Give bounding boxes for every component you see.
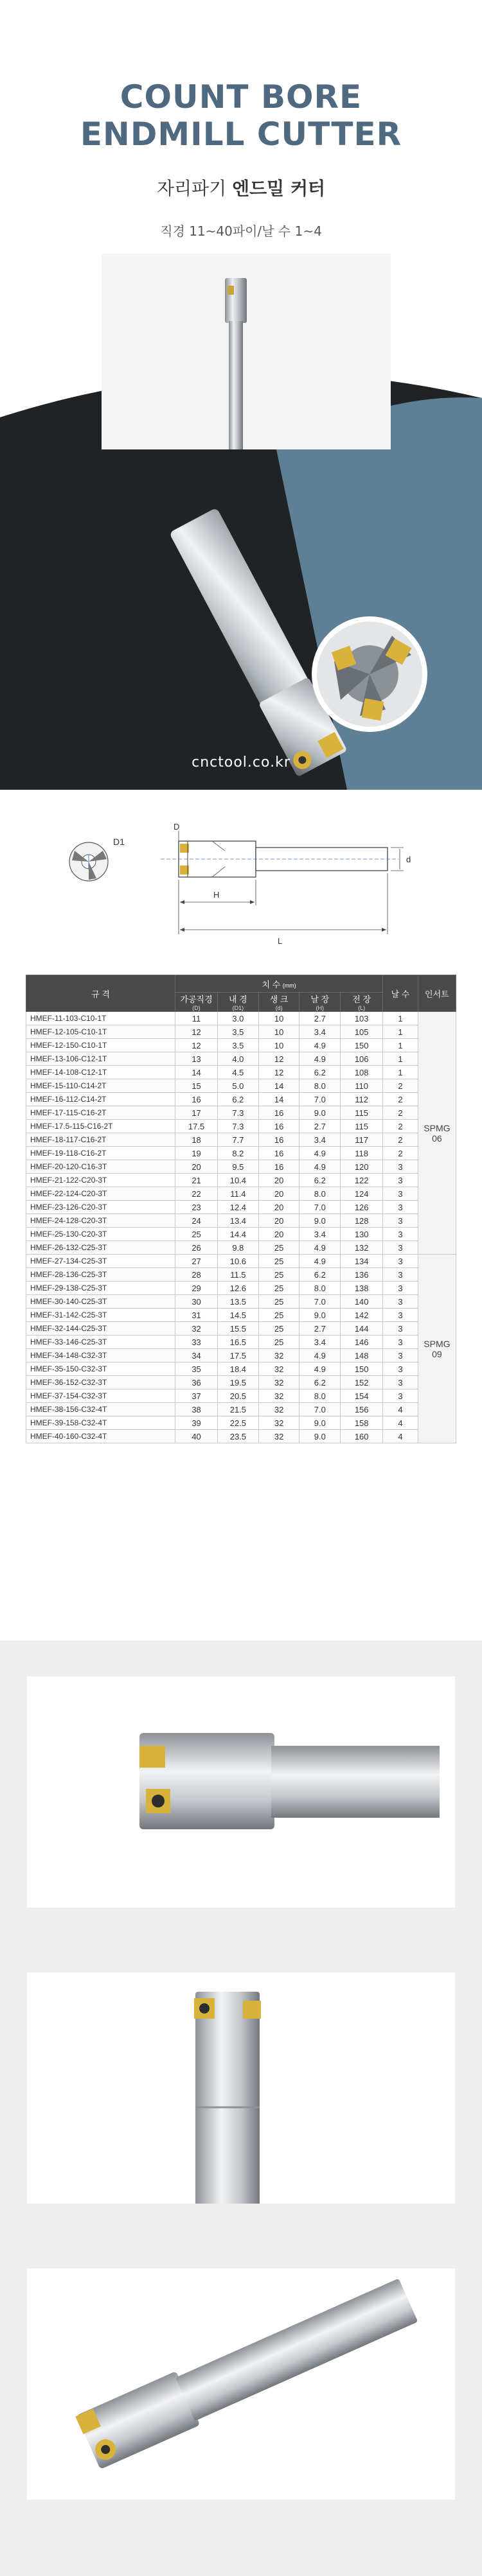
model-cell: HMEF-25-130-C20-3T <box>26 1228 175 1241</box>
col-header-H: 날 장 (H) <box>299 993 341 1012</box>
value-cell: 16 <box>175 1093 218 1106</box>
endmill-vertical-image <box>102 254 391 449</box>
value-cell: 3.4 <box>299 1228 341 1241</box>
value-cell: 1 <box>383 1052 418 1066</box>
value-cell: 20 <box>258 1174 299 1187</box>
value-cell: 9.8 <box>218 1241 259 1255</box>
table-row <box>26 1362 456 1376</box>
photo-gallery <box>0 1640 482 2576</box>
model-cell: HMEF-34-148-C32-3T <box>26 1349 175 1362</box>
value-cell: 106 <box>341 1052 383 1066</box>
value-cell: 31 <box>175 1309 218 1322</box>
value-cell: 110 <box>341 1079 383 1093</box>
value-cell: 16 <box>258 1160 299 1174</box>
value-cell: 12 <box>258 1066 299 1079</box>
value-cell: 3 <box>383 1336 418 1349</box>
table-row <box>26 1376 456 1389</box>
model-cell: HMEF-14-108-C12-1T <box>26 1066 175 1079</box>
group-header: 치 수 (mm) <box>175 975 383 993</box>
value-cell: 12 <box>175 1039 218 1052</box>
value-cell: 25 <box>258 1282 299 1295</box>
value-cell: 3 <box>383 1241 418 1255</box>
table-row <box>26 1416 456 1430</box>
value-cell: 7.3 <box>218 1120 259 1133</box>
value-cell: 22 <box>175 1187 218 1201</box>
value-cell: 32 <box>175 1322 218 1336</box>
value-cell: 18.4 <box>218 1362 259 1376</box>
value-cell: 4.9 <box>299 1255 341 1268</box>
value-cell: 10 <box>258 1039 299 1052</box>
value-cell: 7.0 <box>299 1093 341 1106</box>
col-header-D1: 내 경 (D1) <box>218 993 259 1012</box>
table-row <box>26 1039 456 1052</box>
value-cell: 134 <box>341 1255 383 1268</box>
value-cell: 7.0 <box>299 1201 341 1214</box>
value-cell: 8.2 <box>218 1147 259 1160</box>
value-cell: 37 <box>175 1389 218 1403</box>
model-cell: HMEF-39-158-C32-4T <box>26 1416 175 1430</box>
value-cell: 130 <box>341 1228 383 1241</box>
col-header-L: 전 장 (L) <box>341 993 383 1012</box>
value-cell: 2 <box>383 1093 418 1106</box>
value-cell: 17.5 <box>218 1349 259 1362</box>
value-cell: 10.4 <box>218 1174 259 1187</box>
col-header-D: 가공직경 (D) <box>175 993 218 1012</box>
value-cell: 19 <box>175 1147 218 1160</box>
model-cell: HMEF-40-160-C32-4T <box>26 1430 175 1443</box>
value-cell: 25 <box>258 1295 299 1309</box>
model-cell: HMEF-12-105-C10-1T <box>26 1025 175 1039</box>
model-cell: HMEF-17-115-C16-2T <box>26 1106 175 1120</box>
value-cell: 7.3 <box>218 1106 259 1120</box>
value-cell: 6.2 <box>299 1174 341 1187</box>
value-cell: 23.5 <box>218 1430 259 1443</box>
value-cell: 30 <box>175 1295 218 1309</box>
page-title <box>0 78 482 153</box>
value-cell: 152 <box>341 1376 383 1389</box>
value-cell: 32 <box>258 1362 299 1376</box>
subtitle <box>0 175 482 200</box>
subtitle-korean: 자리파기 <box>156 178 233 199</box>
value-cell: 12.4 <box>218 1201 259 1214</box>
value-cell: 13.4 <box>218 1214 259 1228</box>
hero-section <box>0 0 482 790</box>
value-cell: 4 <box>383 1430 418 1443</box>
value-cell: 3.4 <box>299 1025 341 1039</box>
col-header-model: 규 격 <box>26 975 175 1012</box>
value-cell: 14 <box>175 1066 218 1079</box>
value-cell: 29 <box>175 1282 218 1295</box>
value-cell: 7.0 <box>299 1295 341 1309</box>
subtitle-bold: 엔드밀 커터 <box>232 178 326 199</box>
value-cell: 2 <box>383 1079 418 1093</box>
value-cell: 120 <box>341 1160 383 1174</box>
value-cell: 138 <box>341 1282 383 1295</box>
table-row <box>26 1093 456 1106</box>
value-cell: 7.7 <box>218 1133 259 1147</box>
model-cell: HMEF-24-128-C20-3T <box>26 1214 175 1228</box>
insert-closeup <box>312 616 427 732</box>
value-cell: 103 <box>341 1012 383 1025</box>
value-cell: 10 <box>258 1025 299 1039</box>
col-header-insert: 인서트 <box>418 975 456 1012</box>
value-cell: 4 <box>383 1403 418 1416</box>
value-cell: 3.5 <box>218 1025 259 1039</box>
value-cell: 20 <box>175 1160 218 1174</box>
value-cell: 16 <box>258 1147 299 1160</box>
value-cell: 3.4 <box>299 1336 341 1349</box>
website-url: cnctool.co.kr <box>192 754 290 770</box>
value-cell: 10.6 <box>218 1255 259 1268</box>
value-cell: 40 <box>175 1430 218 1443</box>
value-cell: 3 <box>383 1376 418 1389</box>
model-cell: HMEF-30-140-C25-3T <box>26 1295 175 1309</box>
model-cell: HMEF-16-112-C14-2T <box>26 1093 175 1106</box>
value-cell: 13 <box>175 1052 218 1066</box>
value-cell: 150 <box>341 1039 383 1052</box>
product-photo-top <box>102 254 391 449</box>
value-cell: 22.5 <box>218 1416 259 1430</box>
value-cell: 15.5 <box>218 1322 259 1336</box>
value-cell: 112 <box>341 1093 383 1106</box>
table-row <box>26 1066 456 1079</box>
value-cell: 16 <box>258 1106 299 1120</box>
value-cell: 4.9 <box>299 1160 341 1174</box>
value-cell: 3 <box>383 1214 418 1228</box>
model-cell: HMEF-20-120-C16-3T <box>26 1160 175 1174</box>
table-row <box>26 1201 456 1214</box>
value-cell: 25 <box>258 1241 299 1255</box>
table-row <box>26 1147 456 1160</box>
label-d: D <box>174 822 180 831</box>
value-cell: 32 <box>258 1349 299 1362</box>
model-cell: HMEF-26-132-C25-3T <box>26 1241 175 1255</box>
model-cell: HMEF-23-126-C20-3T <box>26 1201 175 1214</box>
table-row <box>26 1403 456 1416</box>
value-cell: 144 <box>341 1322 383 1336</box>
value-cell: 20 <box>258 1214 299 1228</box>
label-h: H <box>213 890 220 900</box>
value-cell: 4.5 <box>218 1066 259 1079</box>
value-cell: 20 <box>258 1187 299 1201</box>
table-row <box>26 1174 456 1187</box>
model-cell: HMEF-11-103-C10-1T <box>26 1012 175 1025</box>
value-cell: 20 <box>258 1201 299 1214</box>
value-cell: 105 <box>341 1025 383 1039</box>
table-row <box>26 1025 456 1039</box>
value-cell: 4.9 <box>299 1147 341 1160</box>
value-cell: 2 <box>383 1106 418 1120</box>
value-cell: 11 <box>175 1012 218 1025</box>
value-cell: 136 <box>341 1268 383 1282</box>
table-row <box>26 1228 456 1241</box>
value-cell: 34 <box>175 1349 218 1362</box>
value-cell: 4 <box>383 1416 418 1430</box>
table-row <box>26 1309 456 1322</box>
model-cell: HMEF-13-106-C12-1T <box>26 1052 175 1066</box>
value-cell: 33 <box>175 1336 218 1349</box>
table-row <box>26 1349 456 1362</box>
value-cell: 14.5 <box>218 1309 259 1322</box>
value-cell: 21.5 <box>218 1403 259 1416</box>
value-cell: 148 <box>341 1349 383 1362</box>
value-cell: 9.0 <box>299 1309 341 1322</box>
table-row <box>26 1241 456 1255</box>
value-cell: 38 <box>175 1403 218 1416</box>
value-cell: 32 <box>258 1430 299 1443</box>
table-row <box>26 1079 456 1093</box>
table-row <box>26 1187 456 1201</box>
value-cell: 9.5 <box>218 1160 259 1174</box>
value-cell: 8.0 <box>299 1282 341 1295</box>
value-cell: 124 <box>341 1187 383 1201</box>
title-line-2: ENDMILL CUTTER <box>80 116 402 153</box>
model-cell: HMEF-12-150-C10-1T <box>26 1039 175 1052</box>
spec-table <box>26 975 456 1443</box>
value-cell: 14.4 <box>218 1228 259 1241</box>
value-cell: 32 <box>258 1389 299 1403</box>
value-cell: 12 <box>175 1025 218 1039</box>
table-row <box>26 1268 456 1282</box>
value-cell: 20 <box>258 1228 299 1241</box>
value-cell: 2.7 <box>299 1322 341 1336</box>
insert-cell <box>418 1255 456 1443</box>
value-cell: 18 <box>175 1133 218 1147</box>
value-cell: 3 <box>383 1255 418 1268</box>
endmill-diagonal-image <box>0 449 482 790</box>
col-header-flutes: 날 수 <box>383 975 418 1012</box>
value-cell: 140 <box>341 1295 383 1309</box>
value-cell: 11.4 <box>218 1187 259 1201</box>
value-cell: 156 <box>341 1403 383 1416</box>
model-cell: HMEF-19-118-C16-2T <box>26 1147 175 1160</box>
value-cell: 1 <box>383 1066 418 1079</box>
value-cell: 8.0 <box>299 1187 341 1201</box>
table-row <box>26 1120 456 1133</box>
value-cell: 2.7 <box>299 1120 341 1133</box>
value-cell: 3 <box>383 1160 418 1174</box>
value-cell: 146 <box>341 1336 383 1349</box>
model-cell: HMEF-35-150-C32-3T <box>26 1362 175 1376</box>
table-row <box>26 1389 456 1403</box>
spec-table-wrap <box>26 975 456 1443</box>
value-cell: 3.4 <box>299 1133 341 1147</box>
table-row <box>26 1322 456 1336</box>
model-cell: HMEF-32-144-C25-3T <box>26 1322 175 1336</box>
value-cell: 39 <box>175 1416 218 1430</box>
value-cell: 126 <box>341 1201 383 1214</box>
value-cell: 9.0 <box>299 1416 341 1430</box>
value-cell: 4.9 <box>299 1362 341 1376</box>
value-cell: 3 <box>383 1349 418 1362</box>
insert-label-line-2: 06 <box>432 1133 442 1144</box>
value-cell: 2 <box>383 1120 418 1133</box>
value-cell: 117 <box>341 1133 383 1147</box>
insert-label-line-2: 09 <box>432 1348 442 1359</box>
value-cell: 14 <box>258 1079 299 1093</box>
value-cell: 6.2 <box>299 1376 341 1389</box>
value-cell: 23 <box>175 1201 218 1214</box>
value-cell: 19.5 <box>218 1376 259 1389</box>
value-cell: 32 <box>258 1416 299 1430</box>
value-cell: 122 <box>341 1174 383 1187</box>
value-cell: 7.0 <box>299 1403 341 1416</box>
value-cell: 3.0 <box>218 1012 259 1025</box>
value-cell: 132 <box>341 1241 383 1255</box>
model-cell: HMEF-15-110-C14-2T <box>26 1079 175 1093</box>
value-cell: 16.5 <box>218 1336 259 1349</box>
value-cell: 21 <box>175 1174 218 1187</box>
table-row <box>26 1282 456 1295</box>
model-cell: HMEF-28-136-C25-3T <box>26 1268 175 1282</box>
value-cell: 118 <box>341 1147 383 1160</box>
value-cell: 2 <box>383 1133 418 1147</box>
value-cell: 10 <box>258 1012 299 1025</box>
value-cell: 8.0 <box>299 1079 341 1093</box>
insert-label-line-1: SPMG <box>424 1338 451 1349</box>
label-l: L <box>278 936 283 946</box>
value-cell: 17.5 <box>175 1120 218 1133</box>
side-view <box>161 841 398 877</box>
value-cell: 3.5 <box>218 1039 259 1052</box>
model-cell: HMEF-21-122-C20-3T <box>26 1174 175 1187</box>
value-cell: 25 <box>258 1255 299 1268</box>
table-row <box>26 1214 456 1228</box>
model-cell: HMEF-33-146-C25-3T <box>26 1336 175 1349</box>
value-cell: 3 <box>383 1187 418 1201</box>
value-cell: 25 <box>258 1336 299 1349</box>
value-cell: 9.0 <box>299 1106 341 1120</box>
value-cell: 3 <box>383 1282 418 1295</box>
value-cell: 3 <box>383 1174 418 1187</box>
value-cell: 3 <box>383 1322 418 1336</box>
gallery-photo-1 <box>27 1676 455 1908</box>
model-cell: HMEF-18-117-C16-2T <box>26 1133 175 1147</box>
value-cell: 9.0 <box>299 1430 341 1443</box>
value-cell: 3 <box>383 1268 418 1282</box>
value-cell: 32 <box>258 1376 299 1389</box>
value-cell: 3 <box>383 1309 418 1322</box>
value-cell: 28 <box>175 1268 218 1282</box>
value-cell: 154 <box>341 1389 383 1403</box>
value-cell: 16 <box>258 1120 299 1133</box>
end-view <box>69 842 108 881</box>
value-cell: 25 <box>258 1268 299 1282</box>
value-cell: 3 <box>383 1362 418 1376</box>
model-cell: HMEF-38-156-C32-4T <box>26 1403 175 1416</box>
value-cell: 128 <box>341 1214 383 1228</box>
table-row <box>26 1430 456 1443</box>
table-row <box>26 1133 456 1147</box>
col-header-shank: 생 크 (d) <box>258 993 299 1012</box>
value-cell: 1 <box>383 1039 418 1052</box>
insert-label-line-1: SPMG <box>424 1122 451 1133</box>
value-cell: 26 <box>175 1241 218 1255</box>
value-cell: 13.5 <box>218 1295 259 1309</box>
value-cell: 5.0 <box>218 1079 259 1093</box>
value-cell: 14 <box>258 1093 299 1106</box>
value-cell: 3 <box>383 1295 418 1309</box>
value-cell: 8.0 <box>299 1389 341 1403</box>
value-cell: 4.9 <box>299 1052 341 1066</box>
value-cell: 15 <box>175 1079 218 1093</box>
value-cell: 158 <box>341 1416 383 1430</box>
value-cell: 142 <box>341 1309 383 1322</box>
value-cell: 36 <box>175 1376 218 1389</box>
table-row <box>26 1012 456 1025</box>
value-cell: 25 <box>258 1309 299 1322</box>
model-cell: HMEF-36-152-C32-3T <box>26 1376 175 1389</box>
value-cell: 108 <box>341 1066 383 1079</box>
model-cell: HMEF-22-124-C20-3T <box>26 1187 175 1201</box>
value-cell: 12 <box>258 1052 299 1066</box>
value-cell: 9.0 <box>299 1214 341 1228</box>
value-cell: 20.5 <box>218 1389 259 1403</box>
value-cell: 3 <box>383 1228 418 1241</box>
table-row <box>26 1160 456 1174</box>
label-shank-d: d <box>406 855 411 864</box>
value-cell: 32 <box>258 1403 299 1416</box>
value-cell: 4.9 <box>299 1039 341 1052</box>
value-cell: 17 <box>175 1106 218 1120</box>
value-cell: 1 <box>383 1012 418 1025</box>
title-line-1: COUNT BORE <box>120 78 362 116</box>
table-row <box>26 1255 456 1268</box>
value-cell: 25 <box>175 1228 218 1241</box>
table-row <box>26 1295 456 1309</box>
value-cell: 16 <box>258 1133 299 1147</box>
gallery-photo-3 <box>27 2268 455 2500</box>
model-cell: HMEF-37-154-C32-3T <box>26 1389 175 1403</box>
dimension-diagram <box>51 822 431 957</box>
value-cell: 2 <box>383 1147 418 1160</box>
spec-table-body <box>26 1012 456 1443</box>
model-cell: HMEF-29-138-C25-3T <box>26 1282 175 1295</box>
spec-line: 직경 11~40파이/날 수 1~4 <box>160 223 322 239</box>
value-cell: 35 <box>175 1362 218 1376</box>
value-cell: 11.5 <box>218 1268 259 1282</box>
value-cell: 2.7 <box>299 1012 341 1025</box>
value-cell: 6.2 <box>299 1268 341 1282</box>
value-cell: 1 <box>383 1025 418 1039</box>
model-cell: HMEF-27-134-C25-3T <box>26 1255 175 1268</box>
value-cell: 160 <box>341 1430 383 1443</box>
value-cell: 115 <box>341 1120 383 1133</box>
value-cell: 4.9 <box>299 1349 341 1362</box>
table-row <box>26 1336 456 1349</box>
table-row <box>26 1052 456 1066</box>
value-cell: 3 <box>383 1201 418 1214</box>
value-cell: 115 <box>341 1106 383 1120</box>
value-cell: 12.6 <box>218 1282 259 1295</box>
insert-cell <box>418 1012 456 1255</box>
value-cell: 27 <box>175 1255 218 1268</box>
model-cell: HMEF-17.5-115-C16-2T <box>26 1120 175 1133</box>
gallery-photo-2 <box>27 1972 455 2204</box>
value-cell: 3 <box>383 1389 418 1403</box>
table-row <box>26 1106 456 1120</box>
label-d1: D1 <box>113 837 125 847</box>
value-cell: 6.2 <box>299 1066 341 1079</box>
value-cell: 4.9 <box>299 1241 341 1255</box>
value-cell: 150 <box>341 1362 383 1376</box>
value-cell: 4.0 <box>218 1052 259 1066</box>
value-cell: 6.2 <box>218 1093 259 1106</box>
model-cell: HMEF-31-142-C25-3T <box>26 1309 175 1322</box>
value-cell: 24 <box>175 1214 218 1228</box>
value-cell: 25 <box>258 1322 299 1336</box>
